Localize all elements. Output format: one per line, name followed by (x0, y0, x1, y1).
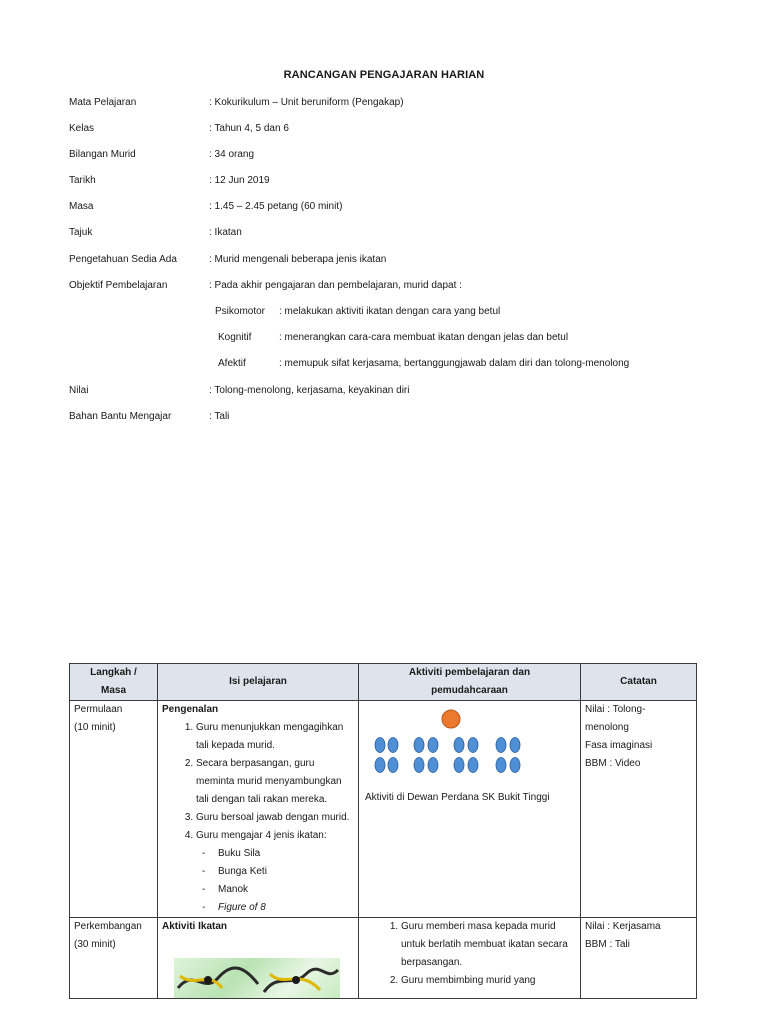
header-activity-line1: Aktiviti pembelajaran dan (408, 667, 531, 678)
info-value: : 12 Jun 2019 (209, 175, 270, 186)
student-dot (496, 758, 506, 773)
student-dot (428, 758, 438, 773)
notes-cell (581, 701, 697, 918)
header-time-line: Masa (100, 685, 126, 696)
objective-label: Psikomotor (215, 306, 266, 317)
info-value: : Tali (209, 411, 230, 422)
content-heading: Pengenalan (162, 704, 219, 715)
list-item: 1. Guru menunjukkan mengagihkan tali kepada murid. (196, 719, 354, 755)
list-item: 3. Guru bersoal jawab dengan murid. (196, 809, 354, 827)
content-heading: Aktiviti Ikatan (162, 921, 228, 932)
step-time: (10 minit) (74, 722, 116, 733)
list-item: 1. Guru memberi masa kepada murid untuk berlatih membuat ikatan secara berpasangan. (401, 918, 576, 972)
info-row-topic (69, 226, 709, 240)
info-row-teaching-aids (69, 410, 709, 424)
student-dot (510, 758, 520, 773)
info-row-students (69, 148, 709, 162)
info-label: Objektif Pembelajaran (69, 280, 168, 291)
header-step-time (70, 664, 158, 701)
info-label: Kelas (69, 123, 95, 134)
step-cell (70, 918, 158, 999)
knot-item: - Manok (202, 881, 354, 899)
content-steps (162, 719, 354, 845)
activity-caption: Aktiviti di Dewan Perdana SK Bukit Tinggi (365, 792, 550, 803)
student-dot (388, 758, 398, 773)
header-step-line: Langkah / (90, 667, 137, 678)
header-content: Isi pelajaran (158, 664, 359, 701)
student-dot (510, 738, 520, 753)
knot-list (162, 845, 354, 917)
info-value: : Tolong-menolong, kerjasama, keyakinan diri (209, 385, 410, 396)
objective-psychomotor (215, 305, 735, 319)
step-time: (30 minit) (74, 939, 116, 950)
objective-affective (218, 357, 738, 371)
lesson-plan-table (69, 663, 697, 999)
student-dot (388, 738, 398, 753)
info-label: Nilai (69, 385, 89, 396)
info-value: : Kokurikulum – Unit beruniform (Pengakap) (209, 97, 404, 108)
info-label: Pengetahuan Sedia Ada (69, 254, 177, 265)
info-value: : Tahun 4, 5 dan 6 (209, 123, 289, 134)
info-row-class (69, 122, 709, 136)
note-line: Fasa imaginasi (585, 740, 653, 751)
header-activity (359, 664, 581, 701)
activity-cell (359, 701, 581, 918)
info-label: Masa (69, 201, 94, 212)
student-dot (428, 738, 438, 753)
info-value: : 1.45 – 2.45 petang (60 minit) (209, 201, 343, 212)
student-dot (454, 738, 464, 753)
header-notes: Catatan (581, 664, 697, 701)
activity-steps (363, 918, 576, 990)
list-item: 2. Secara berpasangan, guru meminta murid menyambungkan tali dengan tali rakan mereka. (196, 755, 354, 809)
info-label: Tarikh (69, 175, 96, 186)
list-item: 2. Guru membimbing murid yang (401, 972, 576, 990)
knot-photo-graphic (174, 958, 340, 998)
activity-cell (359, 918, 581, 999)
student-dot (468, 758, 478, 773)
info-value: : Murid mengenali beberapa jenis ikatan (209, 254, 387, 265)
student-dot (468, 738, 478, 753)
info-value: : Pada akhir pengajaran dan pembelajaran, murid dapat : (209, 280, 462, 291)
student-dot (496, 738, 506, 753)
info-row-values (69, 384, 709, 398)
note-line: BBM : Tali (585, 939, 630, 950)
info-value: : Ikatan (209, 227, 242, 238)
info-value: : 34 orang (209, 149, 255, 160)
student-dot (454, 758, 464, 773)
step-label: Perkembangan (74, 921, 142, 932)
table-row (70, 701, 697, 918)
info-label: Mata Pelajaran (69, 97, 137, 108)
notes-cell (581, 918, 697, 999)
student-dot (414, 758, 424, 773)
table-header-row (70, 664, 697, 701)
info-label: Bahan Bantu Mengajar (69, 411, 172, 422)
student-dot (414, 738, 424, 753)
objective-value: : memupuk sifat kerjasama, bertanggungjawab dalam diri dan tolong-menolong (279, 358, 630, 369)
objective-label: Afektif (218, 358, 246, 369)
table-row (70, 918, 697, 999)
students-group (375, 738, 520, 773)
knot-item: - Bunga Keti (202, 863, 354, 881)
objective-label: Kognitif (218, 332, 252, 343)
objective-value: : melakukan aktiviti ikatan dengan cara yang betul (279, 306, 501, 317)
info-row-subject (69, 96, 709, 110)
info-row-objective (69, 279, 709, 293)
teacher-dot (442, 710, 460, 728)
info-label: Tajuk (69, 227, 93, 238)
step-label: Permulaan (74, 704, 123, 715)
info-label: Bilangan Murid (69, 149, 136, 160)
seating-diagram (363, 703, 576, 783)
note-line: BBM : Video (585, 758, 641, 769)
content-cell (158, 701, 359, 918)
step-cell (70, 701, 158, 918)
list-item: 4. Guru mengajar 4 jenis ikatan: (196, 827, 354, 845)
objective-cognitive (218, 331, 738, 345)
info-row-prior-knowledge (69, 253, 709, 267)
seating-diagram-graphic (363, 703, 575, 783)
note-line: Nilai : Tolong- (585, 704, 646, 715)
knot-item: - Buku Sila (202, 845, 354, 863)
header-activity-line2: pemudahcaraan (431, 685, 508, 696)
student-dot (375, 738, 385, 753)
knot-photo (174, 958, 340, 998)
note-line: menolong (585, 722, 629, 733)
knot-item: - Figure of 8 (202, 899, 354, 917)
document-title: RANCANGAN PENGAJARAN HARIAN (283, 69, 485, 81)
content-cell (158, 918, 359, 999)
student-dot (375, 758, 385, 773)
info-row-date (69, 174, 709, 188)
objective-value: : menerangkan cara-cara membuat ikatan dengan jelas dan betul (279, 332, 569, 343)
info-row-time (69, 200, 709, 214)
note-line: Nilai : Kerjasama (585, 921, 661, 932)
